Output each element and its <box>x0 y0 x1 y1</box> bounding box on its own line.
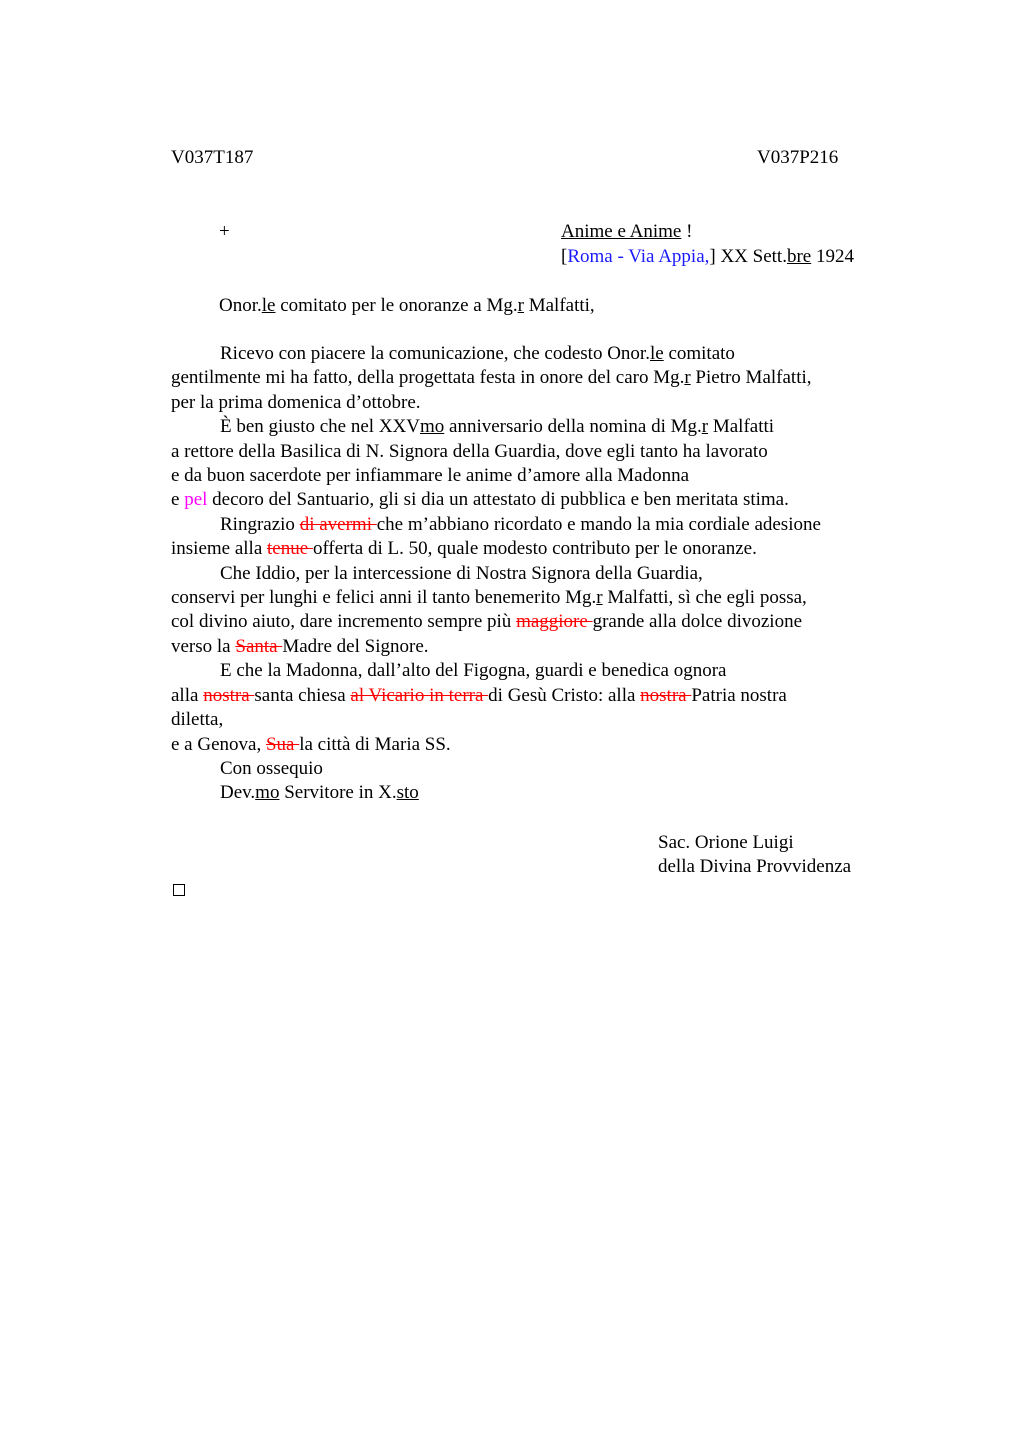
text-run: di Gesù Cristo: alla <box>488 684 641 706</box>
cross-symbol: + <box>219 221 230 242</box>
body-line: a rettore della Basilica di N. Signora della Guardia, dove egli tanto ha lavorato <box>171 440 768 462</box>
abbrev-run: sto <box>396 782 419 804</box>
text-run: santa chiesa <box>254 684 351 706</box>
salutation <box>219 294 595 318</box>
body-line <box>171 342 891 366</box>
body-line <box>171 684 891 708</box>
text-run: e <box>171 489 185 511</box>
date-day-month: XX Sett. <box>715 246 787 267</box>
text-run: e a Genova, <box>171 733 266 755</box>
text-run: conservi per lunghi e felici anni il tanto benemerito Mg. <box>171 587 597 609</box>
motto-text: Anime e Anime <box>561 221 682 242</box>
place-bracket-open: [ <box>561 246 568 267</box>
motto-suffix: ! <box>681 221 693 242</box>
closing-line <box>171 781 891 805</box>
motto <box>561 220 692 244</box>
text-run: Ricevo con piacere la comunicazione, che codesto Onor. <box>220 343 650 364</box>
deleted-text: tenue <box>267 538 313 560</box>
body-line <box>171 586 891 610</box>
body-line: diletta, <box>171 709 224 731</box>
body-line <box>171 537 891 561</box>
body-line: e da buon sacerdote per infiammare le anime d’amore alla Madonna <box>171 465 690 487</box>
text-run: la città di Maria SS. <box>299 733 451 755</box>
deleted-text: nostra <box>203 684 255 706</box>
letter-body <box>171 342 891 806</box>
text-run: Madre del Signore. <box>282 635 429 657</box>
text-run: Malfatti <box>708 416 775 438</box>
body-line <box>171 488 891 512</box>
salutation-text: Malfatti, <box>523 295 595 316</box>
salutation-text: comitato per le onoranze a Mg. <box>275 295 518 316</box>
body-line <box>171 366 891 390</box>
text-run: gentilmente mi ha fatto, della progettata festa in onore del caro Mg. <box>171 367 685 389</box>
text-run: È ben giusto che nel XXV <box>220 416 420 438</box>
salutation-abbrev: le <box>261 295 276 316</box>
signature-title: della Divina Provvidenza <box>658 856 852 877</box>
abbrev-run: mo <box>419 416 445 438</box>
deleted-text: Santa <box>235 635 283 657</box>
body-line <box>171 733 891 757</box>
text-run: grande alla dolce divozione <box>592 611 803 633</box>
place-date <box>561 245 854 269</box>
deleted-text: al Vicario in terra <box>350 684 489 706</box>
text-run: anniversario della nomina di Mg. <box>444 416 702 438</box>
document-code-left: V037T187 <box>171 147 254 168</box>
body-line <box>171 610 891 634</box>
abbrev-run: mo <box>255 782 280 804</box>
abbrev-run: r <box>684 367 691 389</box>
text-run: insieme alla <box>171 538 268 560</box>
text-run: offerta di L. 50, quale modesto contributo per le onoranze. <box>312 538 757 560</box>
document-code-right: V037P216 <box>757 147 839 168</box>
text-run: Pietro Malfatti, <box>690 367 812 389</box>
salutation-abbrev: r <box>517 295 524 316</box>
salutation-text: Onor. <box>219 295 262 316</box>
closing-line: Con ossequio <box>220 757 323 779</box>
deleted-text: nostra <box>640 684 692 706</box>
place-name: Roma - Via Appia, <box>567 246 710 267</box>
body-line <box>171 415 891 439</box>
text-run: decoro del Santuario, gli si dia un attestato di pubblica e ben meritata stima. <box>207 489 789 511</box>
text-run: Dev. <box>220 782 256 804</box>
date-year: 1924 <box>811 246 854 267</box>
deleted-text: di avermi <box>299 513 377 535</box>
text-run: Malfatti, sì che egli possa, <box>602 587 807 609</box>
text-run: alla <box>171 684 204 706</box>
body-line <box>171 513 891 537</box>
text-run: Servitore in X. <box>279 782 397 804</box>
date-month-suffix: bre <box>786 246 812 267</box>
place-bracket-close: ] <box>709 246 716 267</box>
text-run: verso la <box>171 635 236 657</box>
deleted-text: Sua <box>265 733 300 755</box>
abbrev-run: le <box>649 343 664 364</box>
highlighted-word: pel <box>184 489 208 511</box>
abbrev-run: r <box>596 587 603 609</box>
abbrev-run: r <box>701 416 709 438</box>
text-run: col divino aiuto, dare incremento sempre più <box>171 611 517 633</box>
text-run: che m’abbiano ricordato e mando la mia cordiale adesione <box>376 513 821 535</box>
body-line: per la prima domenica d’ottobre. <box>171 391 421 413</box>
deleted-text: maggiore <box>516 611 593 633</box>
body-line <box>171 635 891 659</box>
text-run: Patria nostra <box>691 684 787 706</box>
body-line: E che la Madonna, dall’alto del Figogna, guardi e benedica ognora <box>220 660 727 682</box>
signature-name: Sac. Orione Luigi <box>658 832 794 853</box>
end-of-document-box <box>173 884 185 896</box>
text-run: Ringrazio <box>220 513 300 535</box>
text-run: comitato <box>663 343 735 364</box>
body-line: Che Iddio, per la intercessione di Nostra Signora della Guardia, <box>220 562 703 584</box>
